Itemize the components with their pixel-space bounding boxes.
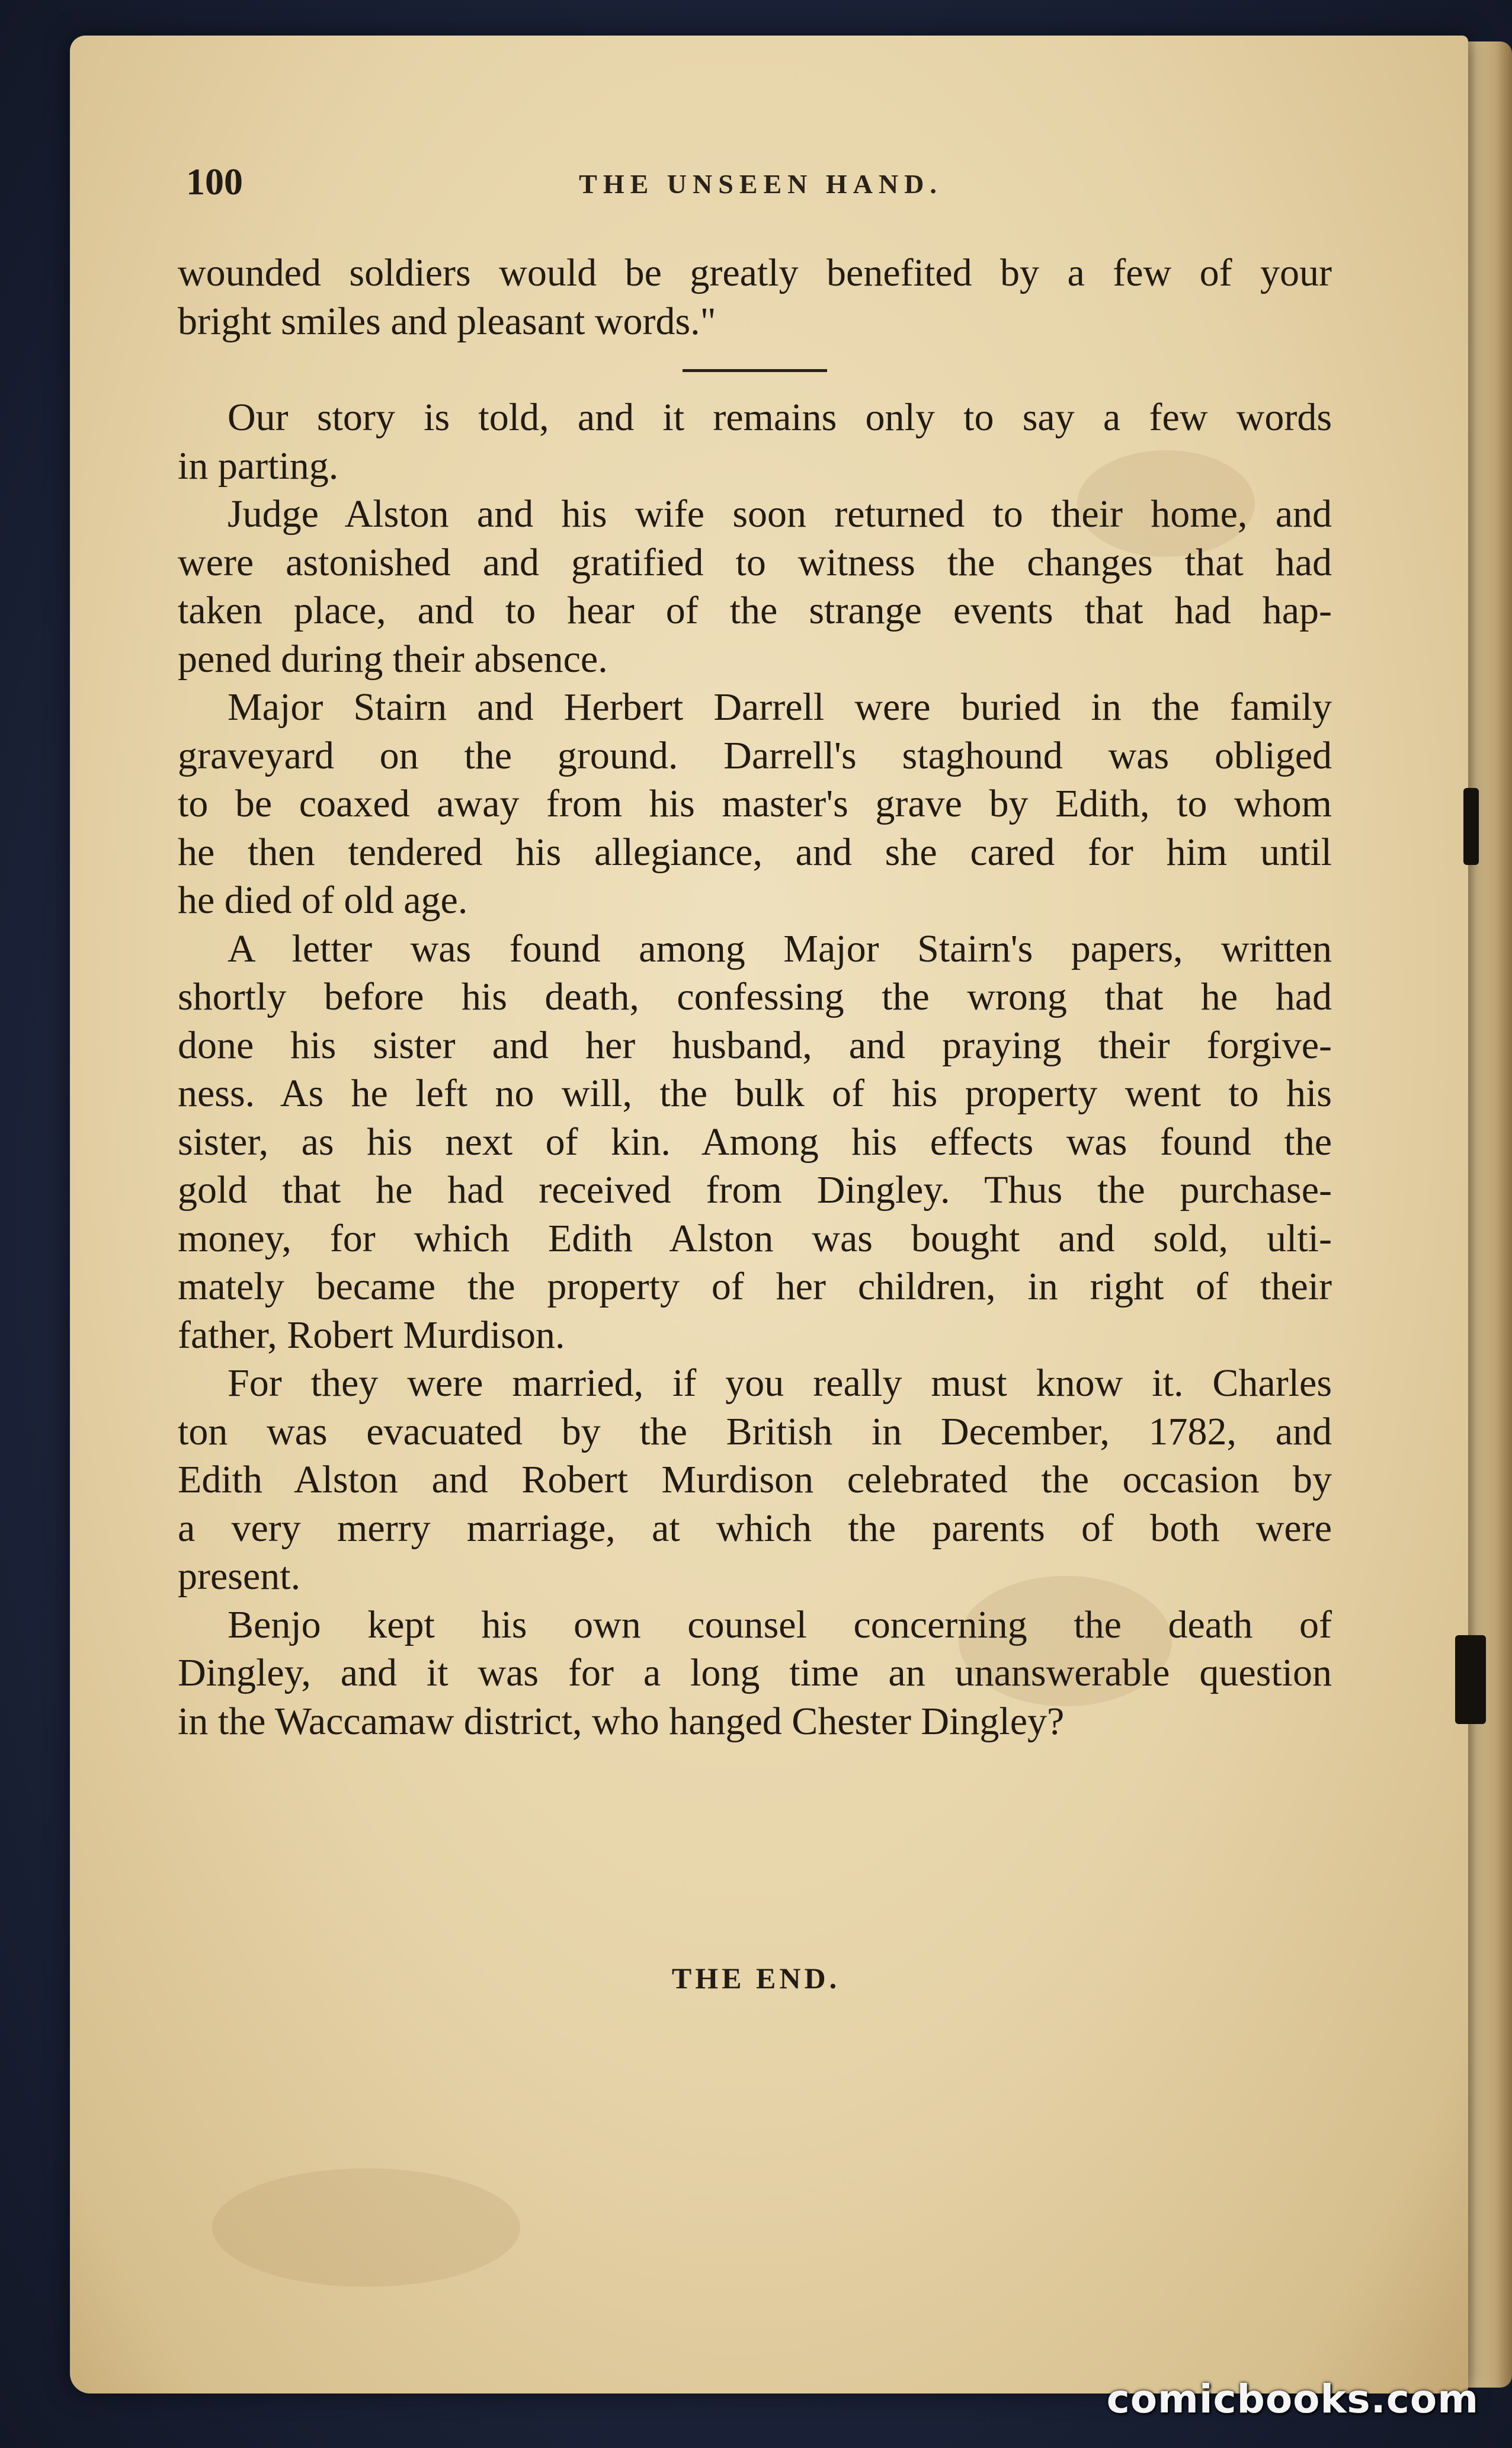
text-line: in parting. [178, 444, 339, 488]
text-line: a very merry marriage, at which the parents of both were [178, 1506, 1332, 1550]
text-line: Judge Alston and his wife soon returned to their home, and [228, 492, 1332, 536]
text-line: graveyard on the ground. Darrell's staghound was obliged [178, 733, 1332, 777]
text-line: ness. As he left no will, the bulk of his property went to his [178, 1072, 1332, 1115]
text-line: present. [178, 1555, 301, 1598]
text-line: done his sister and her husband, and praying their forgive- [178, 1023, 1332, 1067]
text-line: Our story is told, and it remains only to say a few words [228, 396, 1332, 439]
page-header: THE UNSEEN HAND. [579, 169, 943, 199]
section-divider [683, 369, 827, 372]
text-line: shortly before his death, confessing the wrong that he had [178, 975, 1332, 1018]
text-line: For they were married, if you really must know it. Charles [228, 1361, 1332, 1405]
text-line: Dingley, and it was for a long time an unanswerable question [178, 1651, 1332, 1694]
text-line: bright smiles and pleasant words." [178, 299, 716, 343]
text-line: sister, as his next of kin. Among his effects was found the [178, 1120, 1332, 1164]
text-line: Benjo kept his own counsel concerning the death of [228, 1603, 1332, 1646]
binding-mark [1455, 1635, 1486, 1724]
watermark: comicbooks.com [1106, 2376, 1479, 2422]
text-line: gold that he had received from Dingley. Thus the purchase- [178, 1168, 1332, 1212]
text-line: ton was evacuated by the British in December, 1782, and [178, 1409, 1332, 1453]
text-line: Major Stairn and Herbert Darrell were buried in the family [228, 685, 1332, 729]
text-line: father, Robert Murdison. [178, 1313, 565, 1357]
binding-mark [1463, 788, 1479, 865]
page-number: 100 [186, 161, 243, 203]
paper-stain [212, 2168, 520, 2287]
text-line: were astonished and gratified to witness the changes that had [178, 540, 1332, 584]
text-line: Edith Alston and Robert Murdison celebrated the occasion by [178, 1458, 1332, 1501]
text-line: wounded soldiers would be greatly benefited by a few of your [178, 251, 1332, 294]
text-line: to be coaxed away from his master's grave by Edith, to whom [178, 782, 1332, 825]
text-line: in the Waccamaw district, who hanged Chester Dingley? [178, 1699, 1065, 1743]
text-line: pened during their absence. [178, 637, 608, 681]
text-line: A letter was found among Major Stairn's papers, written [228, 927, 1332, 970]
the-end-heading: THE END. [671, 1962, 841, 1995]
text-line: he then tendered his allegiance, and she cared for him until [178, 830, 1332, 874]
text-line: he died of old age. [178, 879, 468, 922]
text-line: mately became the property of her children, in right of their [178, 1265, 1332, 1308]
running-head [186, 160, 1335, 207]
body-text [178, 249, 1332, 1745]
text-line: taken place, and to hear of the strange events that had hap- [178, 589, 1332, 632]
text-line: money, for which Edith Alston was bought and sold, ulti- [178, 1216, 1332, 1260]
